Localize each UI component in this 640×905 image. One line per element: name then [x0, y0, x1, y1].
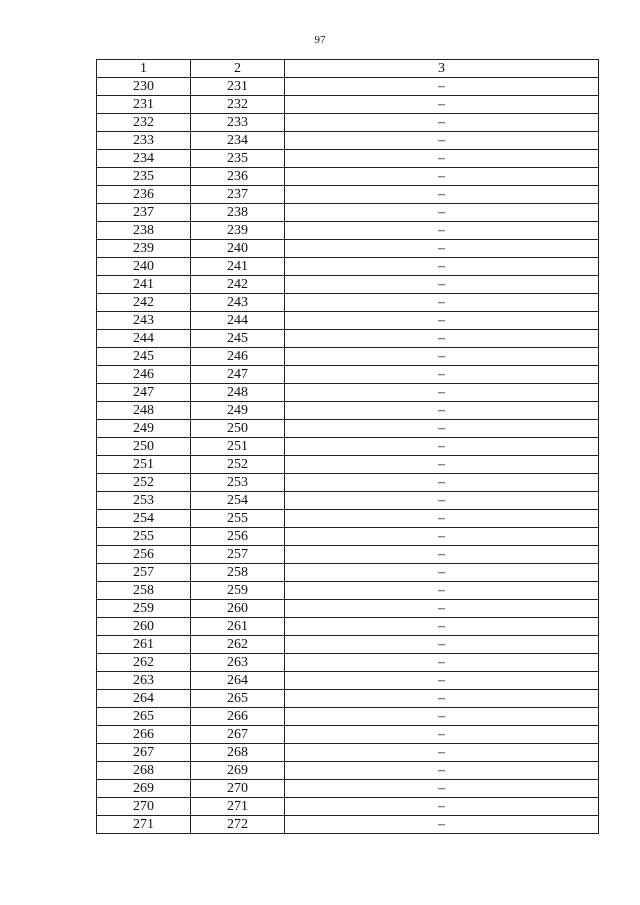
table-cell: –: [285, 762, 599, 780]
table-cell: 256: [97, 546, 191, 564]
table-cell: 232: [97, 114, 191, 132]
table-row: [97, 708, 599, 726]
table-cell: 233: [191, 114, 285, 132]
table-cell: 250: [97, 438, 191, 456]
table-row: [97, 186, 599, 204]
table-cell: –: [285, 96, 599, 114]
table-row: [97, 258, 599, 276]
table-cell: –: [285, 420, 599, 438]
table-cell: –: [285, 780, 599, 798]
table-row: [97, 654, 599, 672]
table-row: [97, 114, 599, 132]
table-cell: 261: [191, 618, 285, 636]
table-cell: 242: [97, 294, 191, 312]
table-cell: 249: [191, 402, 285, 420]
table-row: [97, 276, 599, 294]
table-cell: –: [285, 492, 599, 510]
table-cell: 270: [191, 780, 285, 798]
table-cell: 251: [97, 456, 191, 474]
table-cell: –: [285, 294, 599, 312]
table-row: [97, 168, 599, 186]
table-cell: –: [285, 132, 599, 150]
table-cell: 242: [191, 276, 285, 294]
table-cell: 271: [191, 798, 285, 816]
table-row: [97, 294, 599, 312]
table-row: [97, 798, 599, 816]
table-cell: 252: [191, 456, 285, 474]
table-row: [97, 618, 599, 636]
table-cell: 252: [97, 474, 191, 492]
table-cell: 257: [97, 564, 191, 582]
table-cell: –: [285, 546, 599, 564]
table-cell: 247: [97, 384, 191, 402]
table-cell: 260: [191, 600, 285, 618]
table-cell: 234: [97, 150, 191, 168]
table-cell: –: [285, 564, 599, 582]
table-cell: 258: [191, 564, 285, 582]
table-cell: 251: [191, 438, 285, 456]
table-cell: 249: [97, 420, 191, 438]
table-cell: 257: [191, 546, 285, 564]
table-row: [97, 150, 599, 168]
table-cell: 264: [97, 690, 191, 708]
table-row: [97, 492, 599, 510]
table-cell: –: [285, 672, 599, 690]
table-row: [97, 384, 599, 402]
table-cell: 230: [97, 78, 191, 96]
table-cell: –: [285, 240, 599, 258]
table-cell: –: [285, 222, 599, 240]
table-cell: 236: [97, 186, 191, 204]
table-cell: 248: [191, 384, 285, 402]
table-row: [97, 546, 599, 564]
table-row: [97, 78, 599, 96]
table-cell: 269: [191, 762, 285, 780]
table-cell: 263: [97, 672, 191, 690]
table-row: [97, 438, 599, 456]
table-cell: –: [285, 600, 599, 618]
table-row: [97, 780, 599, 798]
column-header: 3: [285, 60, 599, 78]
table-cell: –: [285, 816, 599, 834]
table-row: [97, 402, 599, 420]
table-cell: 265: [191, 690, 285, 708]
table-cell: 262: [191, 636, 285, 654]
table-cell: 243: [97, 312, 191, 330]
table-cell: –: [285, 438, 599, 456]
table-cell: 272: [191, 816, 285, 834]
table-cell: 245: [191, 330, 285, 348]
table-cell: 253: [191, 474, 285, 492]
table-cell: 239: [191, 222, 285, 240]
table-cell: 263: [191, 654, 285, 672]
table-cell: 240: [191, 240, 285, 258]
table-row: [97, 636, 599, 654]
table-cell: –: [285, 474, 599, 492]
table-cell: 248: [97, 402, 191, 420]
table-row: [97, 672, 599, 690]
table-cell: –: [285, 582, 599, 600]
table-row: [97, 312, 599, 330]
table-cell: 243: [191, 294, 285, 312]
table-cell: 235: [97, 168, 191, 186]
table-cell: –: [285, 330, 599, 348]
table-row: [97, 132, 599, 150]
table-cell: 234: [191, 132, 285, 150]
table-cell: 266: [191, 708, 285, 726]
table-cell: 260: [97, 618, 191, 636]
table-row: [97, 564, 599, 582]
table-cell: –: [285, 510, 599, 528]
table-cell: –: [285, 384, 599, 402]
table-row: [97, 762, 599, 780]
table-cell: 269: [97, 780, 191, 798]
table-body: [97, 78, 599, 834]
table-cell: 236: [191, 168, 285, 186]
table-row: [97, 456, 599, 474]
table-cell: 262: [97, 654, 191, 672]
table-cell: 259: [97, 600, 191, 618]
table-row: [97, 366, 599, 384]
table-cell: 238: [191, 204, 285, 222]
table-cell: 265: [97, 708, 191, 726]
table-cell: –: [285, 798, 599, 816]
table-cell: –: [285, 744, 599, 762]
table-row: [97, 510, 599, 528]
page-number: 97: [314, 34, 326, 46]
table-row: [97, 744, 599, 762]
table-cell: –: [285, 78, 599, 96]
table-cell: –: [285, 348, 599, 366]
table-cell: 232: [191, 96, 285, 114]
table-cell: –: [285, 456, 599, 474]
table-cell: 253: [97, 492, 191, 510]
table-cell: 245: [97, 348, 191, 366]
table-cell: 256: [191, 528, 285, 546]
table-cell: 259: [191, 582, 285, 600]
table-cell: 237: [97, 204, 191, 222]
table-cell: –: [285, 726, 599, 744]
table-header-row: [97, 60, 599, 78]
table-cell: 267: [191, 726, 285, 744]
table-cell: –: [285, 654, 599, 672]
table-cell: –: [285, 636, 599, 654]
table-cell: 247: [191, 366, 285, 384]
table-cell: 268: [191, 744, 285, 762]
table-cell: 244: [97, 330, 191, 348]
table-cell: –: [285, 402, 599, 420]
column-header: 1: [97, 60, 191, 78]
table-row: [97, 240, 599, 258]
table-row: [97, 600, 599, 618]
table-cell: –: [285, 150, 599, 168]
table-row: [97, 474, 599, 492]
table-cell: 264: [191, 672, 285, 690]
table-cell: 258: [97, 582, 191, 600]
table-row: [97, 690, 599, 708]
table-cell: –: [285, 366, 599, 384]
table-cell: 267: [97, 744, 191, 762]
table-cell: –: [285, 114, 599, 132]
data-table: [96, 59, 599, 834]
table-cell: 235: [191, 150, 285, 168]
table-cell: –: [285, 276, 599, 294]
table-cell: 238: [97, 222, 191, 240]
table-row: [97, 816, 599, 834]
table-cell: 261: [97, 636, 191, 654]
table-cell: 271: [97, 816, 191, 834]
table-cell: 270: [97, 798, 191, 816]
table-cell: 255: [97, 528, 191, 546]
table-cell: –: [285, 186, 599, 204]
table-cell: 266: [97, 726, 191, 744]
table-cell: 231: [191, 78, 285, 96]
table-cell: –: [285, 312, 599, 330]
table-cell: 268: [97, 762, 191, 780]
table-row: [97, 528, 599, 546]
table-cell: 255: [191, 510, 285, 528]
table-row: [97, 420, 599, 438]
table-cell: 241: [191, 258, 285, 276]
table-cell: –: [285, 204, 599, 222]
table-cell: 246: [191, 348, 285, 366]
table-cell: 237: [191, 186, 285, 204]
table-row: [97, 582, 599, 600]
table-cell: 246: [97, 366, 191, 384]
table-row: [97, 348, 599, 366]
table-row: [97, 330, 599, 348]
table-cell: 240: [97, 258, 191, 276]
table-row: [97, 222, 599, 240]
table-cell: –: [285, 528, 599, 546]
table-cell: –: [285, 690, 599, 708]
table-cell: 233: [97, 132, 191, 150]
table-cell: 250: [191, 420, 285, 438]
table-cell: 254: [191, 492, 285, 510]
table-cell: 239: [97, 240, 191, 258]
table-row: [97, 204, 599, 222]
column-header: 2: [191, 60, 285, 78]
table-cell: 244: [191, 312, 285, 330]
table-cell: 254: [97, 510, 191, 528]
table-cell: –: [285, 708, 599, 726]
table-cell: –: [285, 258, 599, 276]
table-row: [97, 96, 599, 114]
table-cell: 231: [97, 96, 191, 114]
table-cell: –: [285, 168, 599, 186]
table-cell: –: [285, 618, 599, 636]
table-cell: 241: [97, 276, 191, 294]
table-row: [97, 726, 599, 744]
